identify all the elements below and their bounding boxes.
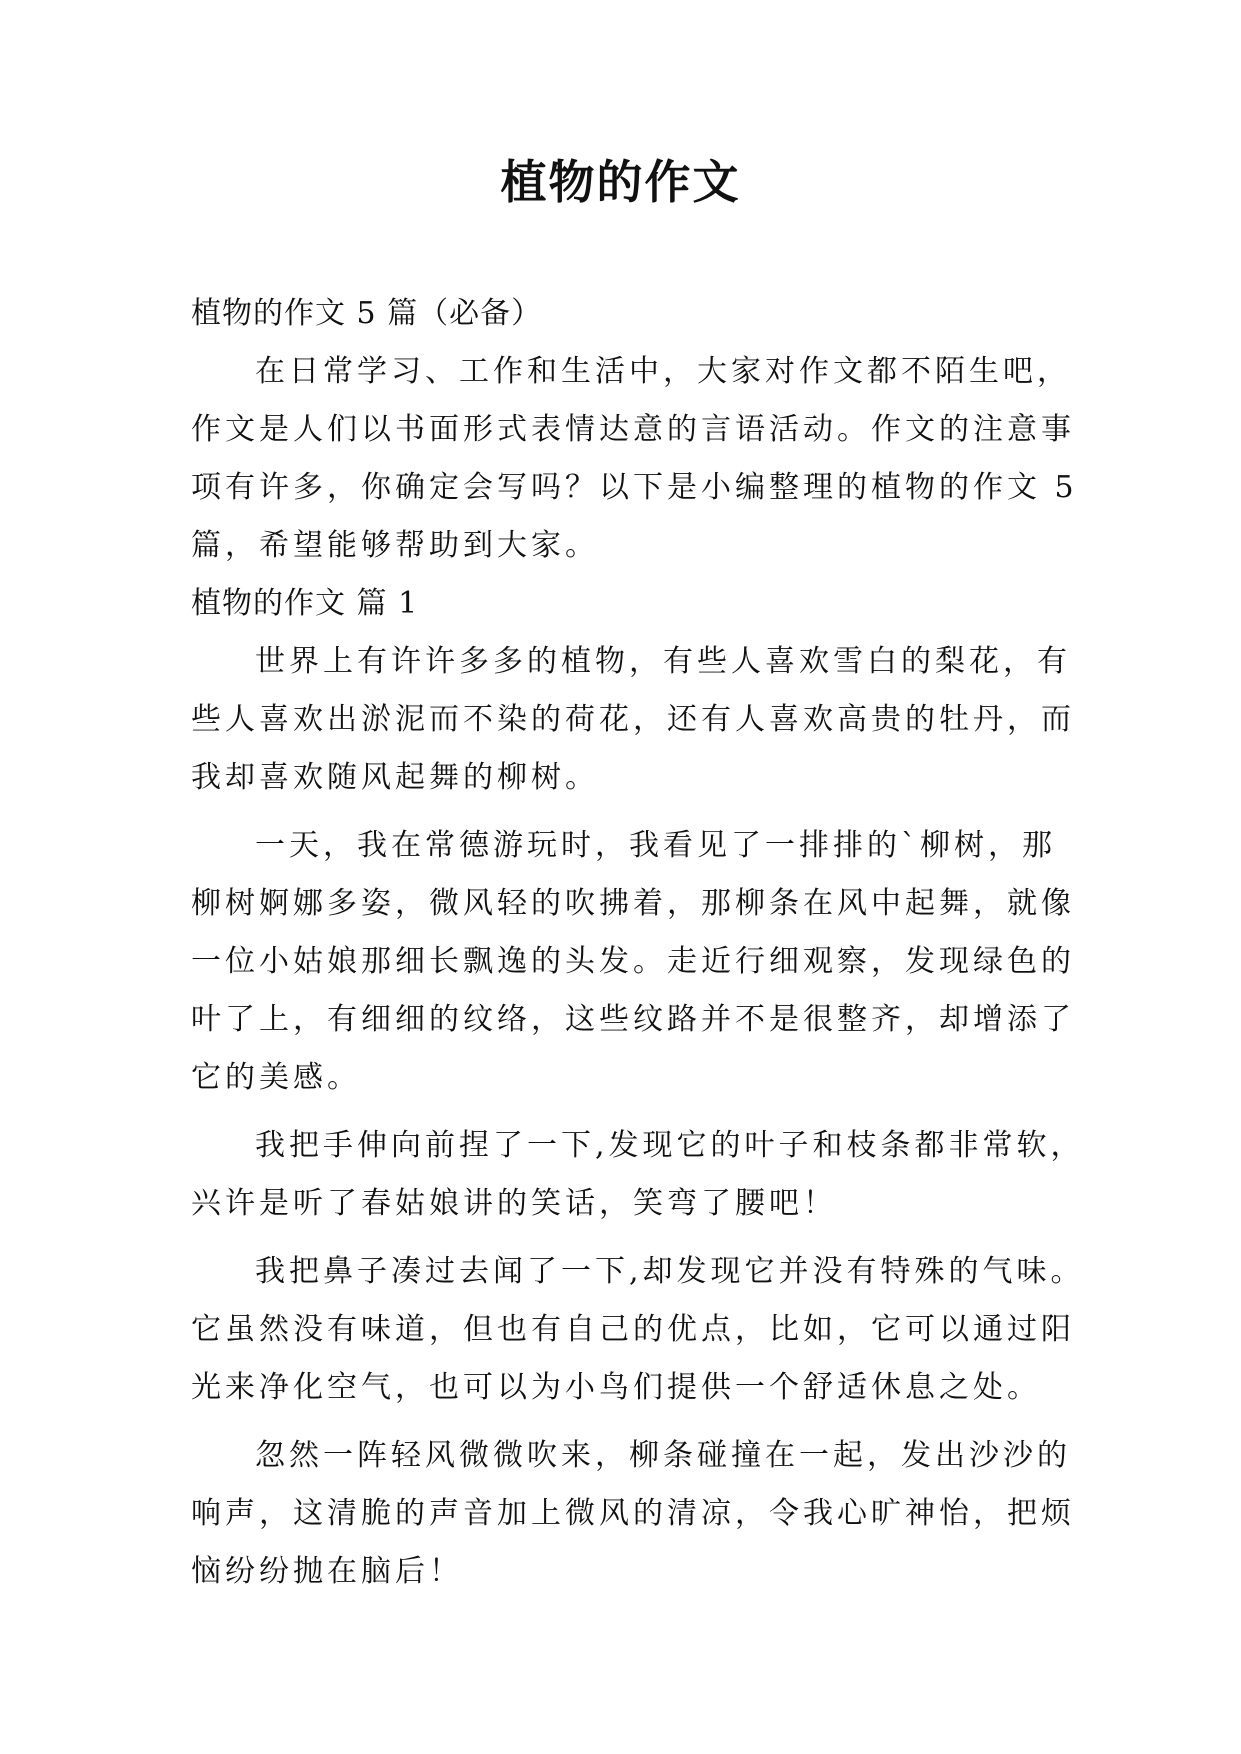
paragraph-line: 柳树婀娜多姿，微风轻的吹拂着，那柳条在风中起舞，就像 [191,886,1075,921]
paragraph-line: 篇，希望能够帮助到大家。 [191,528,599,563]
document-title: 植物的作文 [500,155,741,209]
paragraph-line: 项有许多，你确定会写吗？以下是小编整理的植物的作文 5 [191,470,1078,505]
paragraph-line: 叶了上，有细细的纹络，这些纹路并不是很整齐，却增添了 [191,1002,1075,1037]
paragraph-line: 它虽然没有味道，但也有自己的优点，比如，它可以通过阳 [191,1312,1075,1347]
paragraph-4 [191,1243,1085,1417]
paragraph-line: 些人喜欢出淤泥而不染的荷花，还有人喜欢高贵的牡丹，而 [191,702,1075,737]
paragraph-line: 我把鼻子凑过去闻了一下,却发现它并没有特殊的气味。 [255,1254,1085,1289]
paragraph-line: 一天，我在常德游玩时，我看见了一排排的`柳树，那 [255,828,1056,863]
paragraph-1 [191,633,1075,807]
paragraph-line: 响声，这清脆的声音加上微风的清凉，令我心旷神怡，把烦 [191,1496,1075,1531]
subtitle: 植物的作文 5 篇（必备） [191,296,543,331]
paragraph-3 [191,1117,1085,1233]
paragraph-line: 忽然一阵轻风微微吹来，柳条碰撞在一起，发出沙沙的 [255,1438,1071,1473]
paragraph-2 [191,817,1075,1107]
intro-paragraph [191,343,1078,575]
paragraph-line: 世界上有许许多多的植物，有些人喜欢雪白的梨花，有 [255,644,1071,679]
document-body [191,285,1085,1601]
paragraph-line: 我把手伸向前捏了一下,发现它的叶子和枝条都非常软， [255,1128,1085,1163]
section-heading: 植物的作文 篇 1 [191,586,419,621]
paragraph-line: 兴许是听了春姑娘讲的笑话，笑弯了腰吧！ [191,1186,837,1221]
paragraph-line: 在日常学习、工作和生活中，大家对作文都不陌生吧， [255,354,1071,389]
paragraph-line: 作文是人们以书面形式表情达意的言语活动。作文的注意事 [191,412,1075,447]
paragraph-line: 光来净化空气，也可以为小鸟们提供一个舒适休息之处。 [191,1370,1041,1405]
paragraph-line: 我却喜欢随风起舞的柳树。 [191,760,599,795]
paragraph-line: 恼纷纷抛在脑后！ [191,1554,463,1589]
paragraph-line: 一位小姑娘那细长飘逸的头发。走近行细观察，发现绿色的 [191,944,1075,979]
paragraph-line: 它的美感。 [191,1060,361,1095]
paragraph-5 [191,1427,1075,1601]
